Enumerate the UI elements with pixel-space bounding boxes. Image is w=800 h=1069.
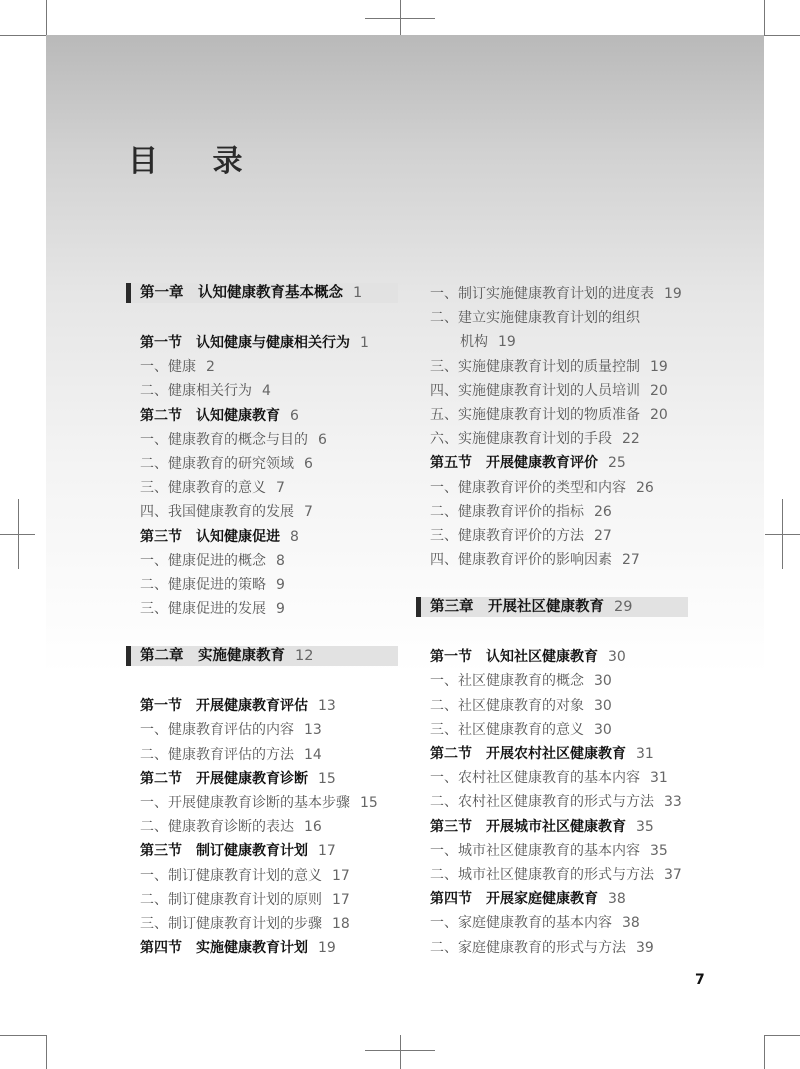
toc-entry-title: 一、健康教育评价的类型和内容	[430, 479, 626, 496]
toc-page-number: 19	[650, 358, 668, 375]
toc-entry-title: 二、城市社区健康教育的形式与方法	[430, 866, 654, 883]
toc-item-continued	[416, 330, 688, 354]
toc-page-number: 30	[594, 721, 612, 738]
toc-page-number: 8	[276, 552, 285, 569]
toc-page-number: 30	[594, 697, 612, 714]
toc-page-number: 19	[498, 334, 516, 351]
toc-entry-title: 第五节 开展健康教育评价	[430, 455, 598, 472]
toc-chapter	[126, 646, 398, 666]
toc-item	[416, 766, 688, 790]
toc-page-number: 6	[290, 407, 299, 424]
toc-page-number: 7	[304, 504, 313, 521]
toc-entry-title: 二、健康教育评价的指标	[430, 503, 584, 520]
toc-item	[126, 428, 398, 452]
toc-entry-title: 第一节 认知健康与健康相关行为	[140, 335, 350, 351]
toc-entry-title: 二、健康教育的研究领域	[140, 455, 294, 472]
toc-page-number: 18	[332, 915, 350, 932]
toc-entry-title: 一、家庭健康教育的基本内容	[430, 915, 612, 932]
toc-page-number: 17	[332, 891, 350, 908]
toc-item	[416, 839, 688, 863]
toc-item	[416, 355, 688, 379]
toc-page-number: 37	[664, 866, 682, 883]
toc-entry-title: 机构	[460, 334, 488, 351]
toc-item	[126, 791, 398, 815]
toc-page-number: 8	[290, 528, 299, 545]
toc-entry-title: 二、家庭健康教育的形式与方法	[430, 939, 626, 956]
toc-entry-title: 二、农村社区健康教育的形式与方法	[430, 794, 654, 811]
toc-entry-title: 三、健康教育评价的方法	[430, 527, 584, 544]
toc-entry-title: 一、健康教育的概念与目的	[140, 431, 308, 448]
toc-entry-title: 第一章 认知健康教育基本概念	[140, 285, 343, 301]
toc-chapter	[416, 597, 688, 617]
toc-entry-title: 第二章 实施健康教育	[140, 648, 285, 665]
toc-page-number: 6	[304, 455, 313, 472]
toc-entry-title: 二、健康教育诊断的表达	[140, 819, 294, 836]
toc-item	[126, 743, 398, 767]
toc-page-number: 22	[622, 431, 640, 448]
toc-item	[126, 355, 398, 379]
toc-section	[416, 815, 688, 839]
toc-page-number: 30	[594, 673, 612, 690]
toc-page-number: 12	[295, 648, 314, 665]
toc-item	[416, 282, 688, 306]
toc-page-number: 16	[304, 819, 322, 836]
toc-page-number: 31	[650, 770, 668, 787]
toc-item	[126, 815, 398, 839]
toc-page-number: 17	[332, 867, 350, 884]
toc-item	[126, 452, 398, 476]
toc-entry-title: 一、社区健康教育的概念	[430, 673, 584, 690]
toc-entry-title: 四、我国健康教育的发展	[140, 504, 294, 521]
toc-entry-title: 第三节 认知健康促进	[140, 528, 280, 545]
toc-item	[416, 936, 688, 960]
toc-chapter	[126, 283, 398, 303]
toc-page-number: 1	[353, 285, 363, 301]
toc-page-number: 38	[622, 915, 640, 932]
toc-entry-title: 一、制订健康教育计划的意义	[140, 867, 322, 884]
toc-page-number: 19	[664, 286, 682, 302]
toc-entry-title: 三、制订健康教育计划的步骤	[140, 915, 322, 932]
toc-entry-title: 第二节 认知健康教育	[140, 407, 280, 424]
toc-section	[416, 742, 688, 766]
page-title: 目 录	[128, 144, 265, 179]
toc-spacer	[126, 621, 398, 645]
toc-page-number: 6	[318, 431, 327, 448]
toc-page-number: 15	[360, 795, 378, 811]
toc-page-number: 15	[318, 770, 336, 787]
toc-page-number: 13	[304, 722, 322, 739]
toc-page-number: 25	[608, 455, 626, 472]
toc-entry-title: 三、实施健康教育计划的质量控制	[430, 358, 640, 375]
toc-item	[126, 718, 398, 742]
toc-section	[126, 525, 398, 549]
toc-item	[416, 306, 688, 330]
toc-entry-title: 一、农村社区健康教育的基本内容	[430, 770, 640, 787]
toc-section	[416, 451, 688, 475]
toc-page-number: 20	[650, 382, 668, 399]
toc-item	[416, 427, 688, 451]
toc-entry-title: 三、社区健康教育的意义	[430, 721, 584, 738]
toc-item	[126, 573, 398, 597]
toc-page-number: 1	[360, 335, 369, 351]
toc-item	[416, 379, 688, 403]
toc-page-number: 31	[636, 746, 654, 762]
toc-page-number: 39	[636, 939, 654, 956]
toc-item	[416, 548, 688, 572]
toc-page-number: 9	[276, 576, 285, 593]
toc-entry-title: 一、制订实施健康教育计划的进度表	[430, 286, 654, 302]
toc-page-number: 19	[318, 940, 336, 957]
toc-page-number: 26	[636, 479, 654, 496]
toc-right-column	[416, 282, 688, 960]
toc-entry-title: 三、健康教育的意义	[140, 480, 266, 497]
toc-entry-title: 三、健康促进的发展	[140, 601, 266, 618]
toc-page-number: 30	[608, 649, 626, 666]
toc-item	[416, 500, 688, 524]
toc-item	[126, 500, 398, 524]
toc-entry-title: 第一节 认知社区健康教育	[430, 649, 598, 666]
toc-entry-title: 四、实施健康教育计划的人员培训	[430, 382, 640, 399]
toc-section	[126, 331, 398, 355]
toc-entry-title: 二、社区健康教育的对象	[430, 697, 584, 714]
toc-item	[416, 863, 688, 887]
toc-entry-title: 四、健康教育评价的影响因素	[430, 552, 612, 569]
toc-left-column	[126, 282, 398, 960]
toc-page-number: 17	[318, 843, 336, 860]
toc-item	[126, 864, 398, 888]
toc-page-number: 20	[650, 406, 668, 423]
toc-item	[126, 476, 398, 500]
toc-spacer	[416, 572, 688, 596]
toc-page-number: 38	[608, 891, 626, 908]
toc-item	[416, 403, 688, 427]
toc-item	[126, 912, 398, 936]
toc-section	[126, 839, 398, 863]
toc-page-number: 27	[622, 552, 640, 569]
toc-entry-title: 二、建立实施健康教育计划的组织	[430, 310, 640, 327]
toc-page-number: 4	[262, 383, 271, 400]
toc-section	[126, 767, 398, 791]
toc-entry-title: 一、城市社区健康教育的基本内容	[430, 842, 640, 859]
toc-page-number: 2	[206, 359, 215, 376]
toc-entry-title: 第四节 开展家庭健康教育	[430, 891, 598, 908]
toc-page-number: 7	[276, 480, 285, 497]
toc-item	[416, 669, 688, 693]
toc-entry-title: 一、健康教育评估的内容	[140, 722, 294, 739]
toc-page-number: 33	[664, 794, 682, 811]
toc-page-number: 14	[304, 746, 322, 763]
toc-item	[416, 694, 688, 718]
toc-page-number: 26	[594, 503, 612, 520]
toc-section	[126, 936, 398, 960]
toc-item	[126, 597, 398, 621]
toc-page-number: 27	[594, 527, 612, 544]
toc-page-number: 35	[650, 842, 668, 859]
toc-item	[416, 718, 688, 742]
toc-entry-title: 第三节 制订健康教育计划	[140, 843, 308, 860]
toc-entry-title: 二、制订健康教育计划的原则	[140, 891, 322, 908]
toc-page-number: 29	[614, 599, 633, 616]
page-number: 7	[695, 972, 705, 988]
toc-entry-title: 第二节 开展农村社区健康教育	[430, 746, 626, 762]
toc-item	[126, 379, 398, 403]
toc-page-number: 35	[636, 818, 654, 835]
toc-entry-title: 五、实施健康教育计划的物质准备	[430, 406, 640, 423]
toc-item	[126, 888, 398, 912]
toc-item	[416, 790, 688, 814]
toc-entry-title: 一、健康	[140, 359, 196, 376]
toc-section	[416, 645, 688, 669]
toc-entry-title: 第三章 开展社区健康教育	[430, 599, 604, 616]
toc-item	[126, 549, 398, 573]
toc-page-number: 9	[276, 601, 285, 618]
toc-entry-title: 二、健康教育评估的方法	[140, 746, 294, 763]
toc-section	[416, 887, 688, 911]
toc-item	[416, 476, 688, 500]
toc-entry-title: 二、健康相关行为	[140, 383, 252, 400]
toc-entry-title: 第三节 开展城市社区健康教育	[430, 818, 626, 835]
toc-section	[126, 404, 398, 428]
toc-entry-title: 二、健康促进的策略	[140, 576, 266, 593]
toc-item	[416, 911, 688, 935]
toc-entry-title: 六、实施健康教育计划的手段	[430, 431, 612, 448]
toc-item	[416, 524, 688, 548]
toc-page-number: 13	[318, 698, 336, 715]
toc-section	[126, 694, 398, 718]
toc-entry-title: 一、健康促进的概念	[140, 552, 266, 569]
toc-entry-title: 第四节 实施健康教育计划	[140, 940, 308, 957]
toc-entry-title: 第一节 开展健康教育评估	[140, 698, 308, 715]
toc-entry-title: 第二节 开展健康教育诊断	[140, 770, 308, 787]
toc-entry-title: 一、开展健康教育诊断的基本步骤	[140, 795, 350, 811]
